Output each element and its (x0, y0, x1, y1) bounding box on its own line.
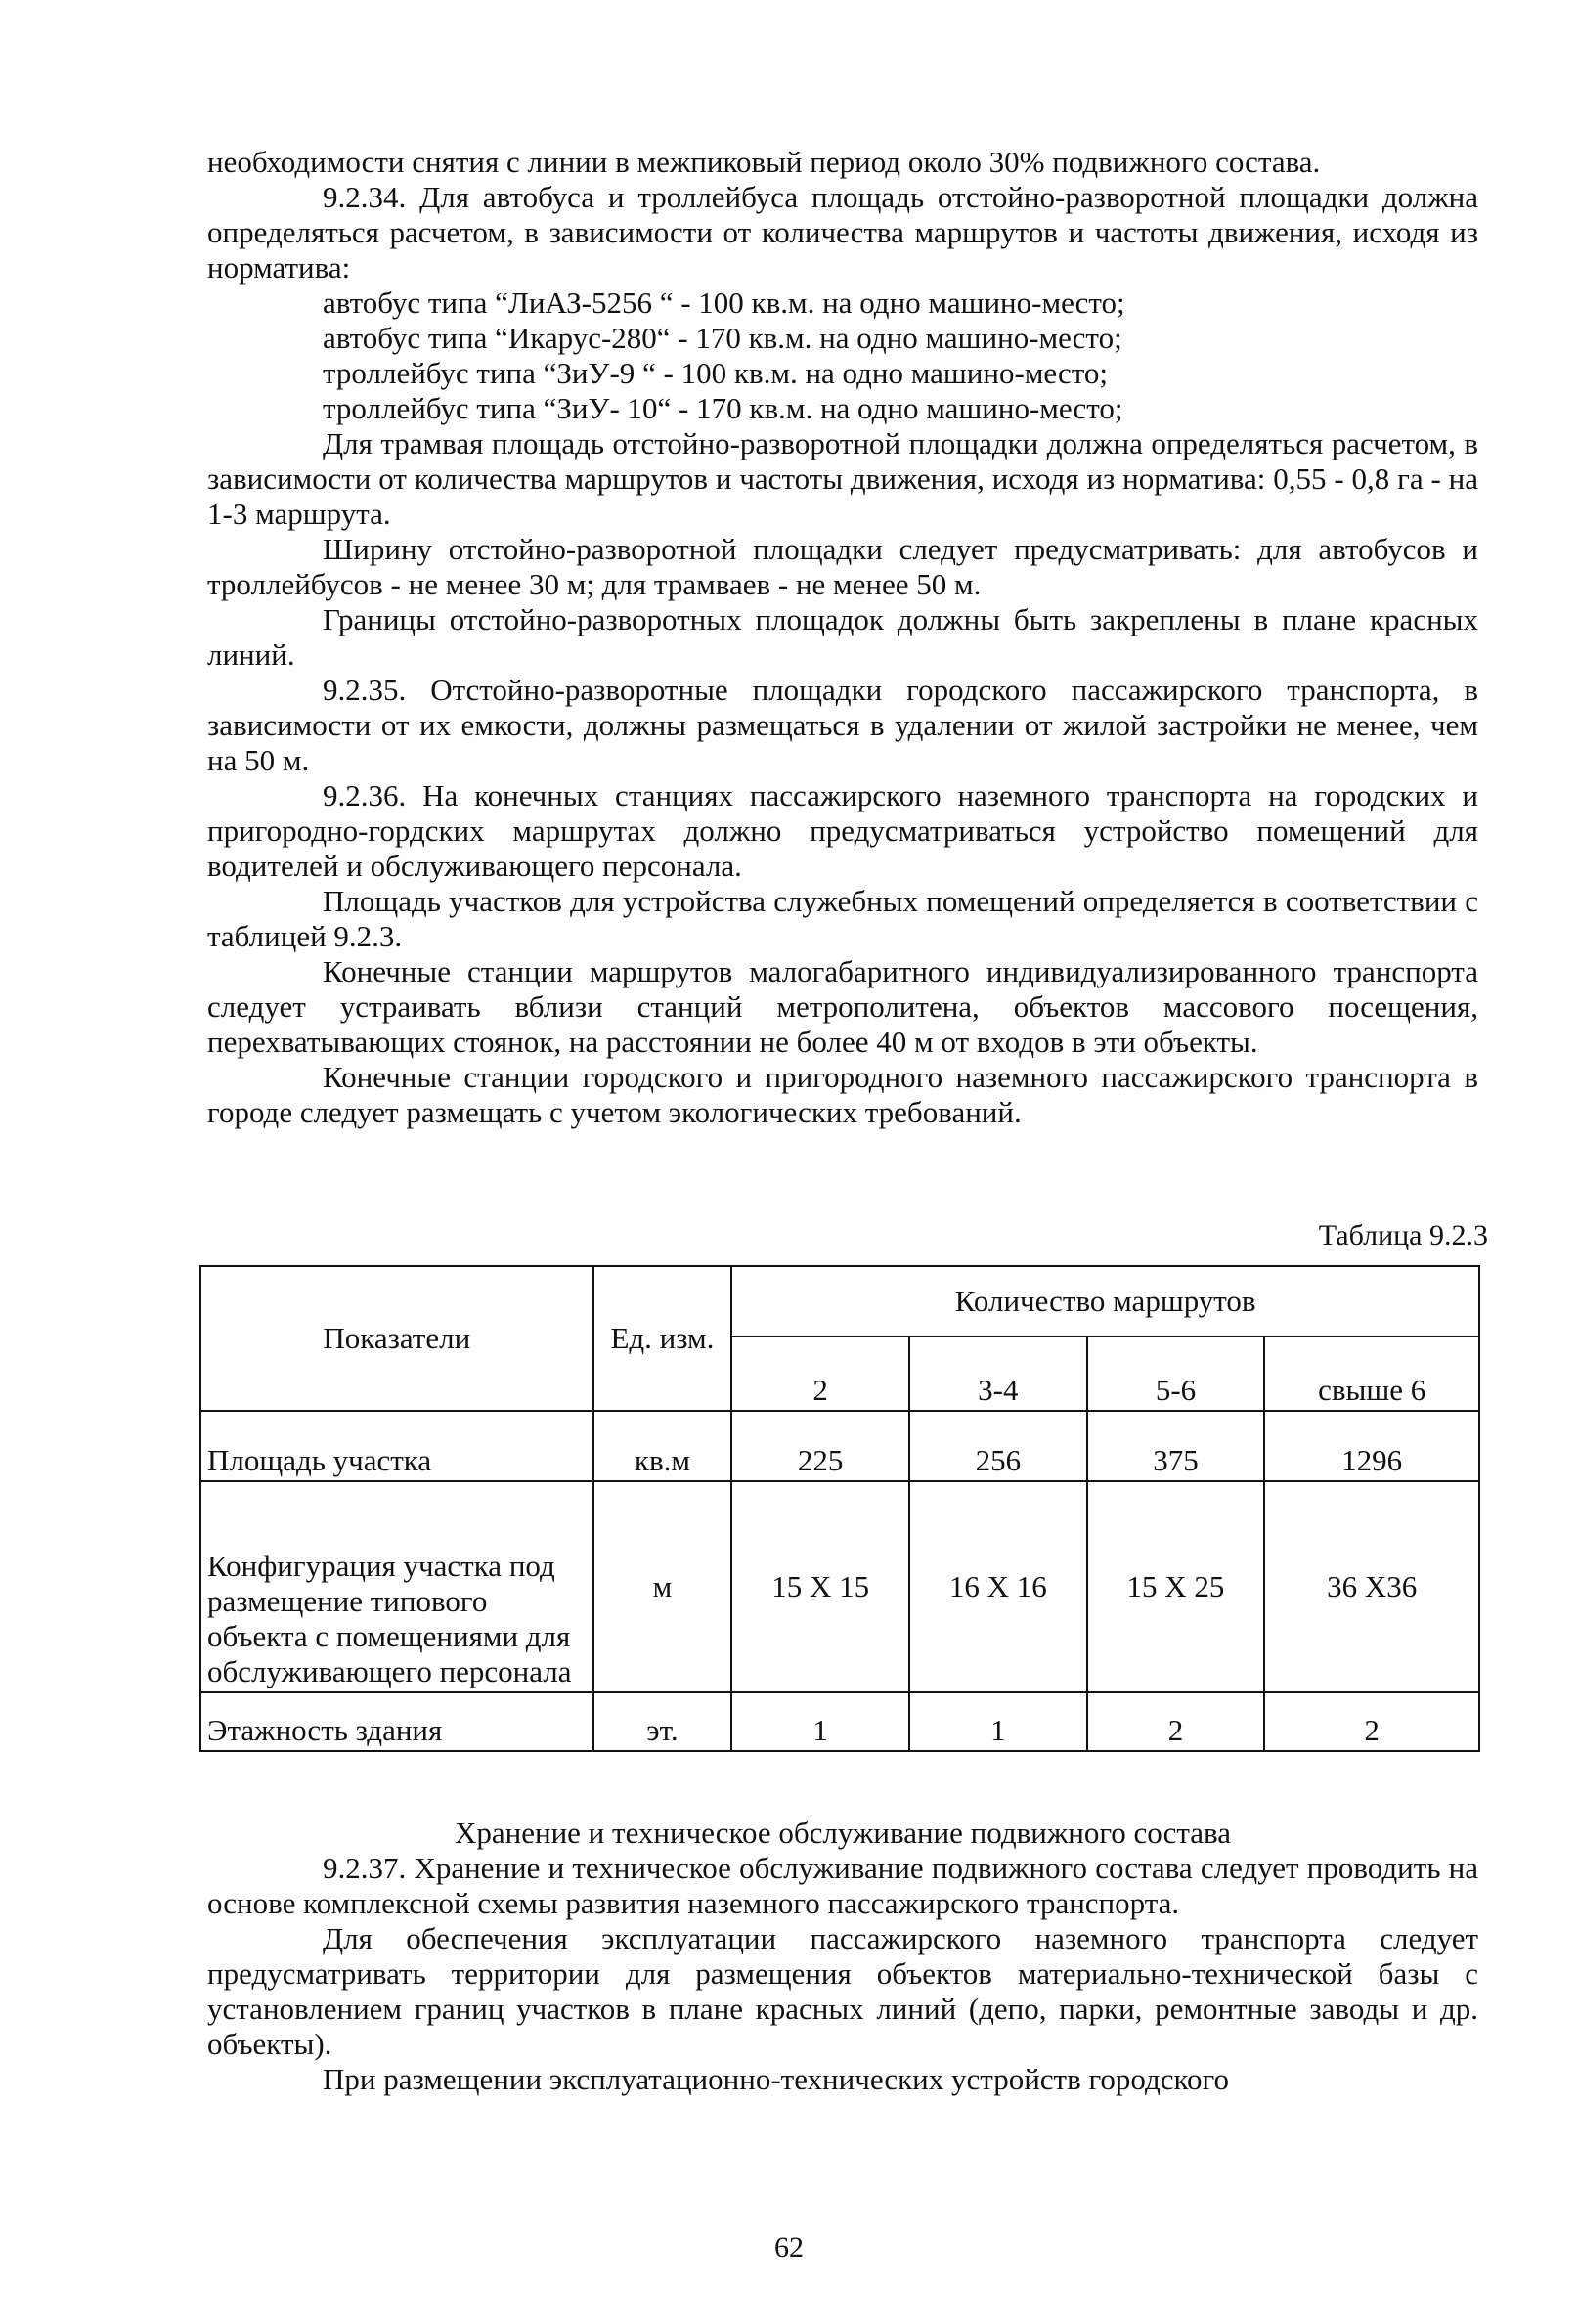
header-indicator: Показатели (200, 1266, 593, 1411)
paragraph: При размещении эксплуатационно-технических устройств городского (323, 2062, 1229, 2096)
norm-line: автобус типа “ЛиАЗ-5256 “ - 100 кв.м. на одно машино-место; (323, 285, 1125, 320)
paragraph: Площадь участков для устройства служебных помещений определяется в соответствии с таблицей 9.2.3. (207, 884, 1478, 953)
paragraph: Границы отстойно-разворотных площадок должны быть закреплены в плане красных линий. (207, 602, 1478, 672)
paragraph: Для обеспечения эксплуатации пассажирского наземного транспорта следует предусматривать территории для размещения объектов материально-технической базы с установлением границ участков в плане красных линий (депо, парки, ремонтные заводы и др. объекты). (207, 1921, 1478, 2061)
table-cell: 16 X 16 (909, 1481, 1087, 1692)
page-number: 62 (774, 2231, 804, 2263)
table-caption: Таблица 9.2.3 (1318, 1219, 1488, 1251)
table-cell: 36 X36 (1264, 1481, 1479, 1692)
paragraph: 9.2.36. На конечных станциях пассажирского наземного транспорта на городских и пригородно-гордских маршрутах должно предусматриваться устройство помещений для водителей и обслуживающего персонала. (207, 778, 1478, 883)
table-cell: 1 (731, 1692, 909, 1751)
paragraph: необходимости снятия с линии в межпиковый период около 30% подвижного состава. (207, 145, 1321, 179)
table-row (200, 1692, 1479, 1751)
row-label: Этажность здания (200, 1692, 593, 1751)
table-cell: 1296 (1264, 1411, 1479, 1481)
data-table (199, 1265, 1480, 1752)
table-cell: 256 (909, 1411, 1087, 1481)
table-cell: 375 (1087, 1411, 1265, 1481)
row-label: Площадь участка (200, 1411, 593, 1481)
table-cell: 15 X 15 (731, 1481, 909, 1692)
column-header: 5-6 (1087, 1337, 1265, 1411)
row-unit: м (593, 1481, 732, 1692)
table-row (200, 1481, 1479, 1692)
paragraph: Конечные станции маршрутов малогабаритного индивидуализированного транспорта следует устраивать вблизи станций метрополитена, объектов массового посещения, перехватывающих стоянок, на расстоянии не более 40 м от входов в эти объекты. (207, 954, 1478, 1059)
section-title: Хранение и техническое обслуживание подвижного состава (455, 1816, 1231, 1850)
header-group: Количество маршрутов (731, 1266, 1479, 1337)
paragraph: Ширину отстойно-разворотной площадки следует предусматривать: для автобусов и троллейбусов - не менее 30 м; для трамваев - не менее 50 м. (207, 532, 1478, 601)
row-unit: кв.м (593, 1411, 732, 1481)
column-header: свыше 6 (1264, 1337, 1479, 1411)
norm-line: троллейбус типа “ЗиУ-9 “ - 100 кв.м. на одно машино-место; (323, 356, 1108, 390)
text-block-top (207, 145, 1478, 1130)
paragraph: 9.2.35. Отстойно-разворотные площадки городского пассажирского транспорта, в зависимости от их емкости, должны размещаться в удалении от жилой застройки не менее, чем на 50 м. (207, 673, 1478, 777)
norm-line: автобус типа “Икарус-280“ - 170 кв.м. на одно машино-место; (323, 321, 1122, 355)
column-header: 2 (731, 1337, 909, 1411)
row-unit: эт. (593, 1692, 732, 1751)
row-label: Конфигурация участка под размещение типового объекта с помещениями для обслуживающего персонала (200, 1481, 593, 1692)
table-row (200, 1411, 1479, 1481)
column-header: 3-4 (909, 1337, 1087, 1411)
paragraph: Конечные станции городского и пригородного наземного пассажирского транспорта в городе следует размещать с учетом экологических требований. (207, 1060, 1478, 1129)
table-cell: 15 X 25 (1087, 1481, 1265, 1692)
table-cell: 1 (909, 1692, 1087, 1751)
text-block-bottom (207, 1851, 1478, 2097)
paragraph: 9.2.37. Хранение и техническое обслуживание подвижного состава следует проводить на основе комплексной схемы развития наземного пассажирского транспорта. (207, 1851, 1478, 1920)
table-cell: 225 (731, 1411, 909, 1481)
table-cell: 2 (1264, 1692, 1479, 1751)
header-unit: Ед. изм. (593, 1266, 732, 1411)
paragraph: Для трамвая площадь отстойно-разворотной площадки должна определяться расчетом, в зависимости от количества маршрутов и частоты движения, исходя из норматива: 0,55 - 0,8 га - на 1-3 маршрута. (207, 426, 1478, 531)
paragraph: 9.2.34. Для автобуса и троллейбуса площадь отстойно-разворотной площадки должна определяться расчетом, в зависимости от количества маршрутов и частоты движения, исходя из норматива: (207, 180, 1478, 285)
table-cell: 2 (1087, 1692, 1265, 1751)
norm-line: троллейбус типа “ЗиУ- 10“ - 170 кв.м. на одно машино-место; (323, 391, 1123, 425)
